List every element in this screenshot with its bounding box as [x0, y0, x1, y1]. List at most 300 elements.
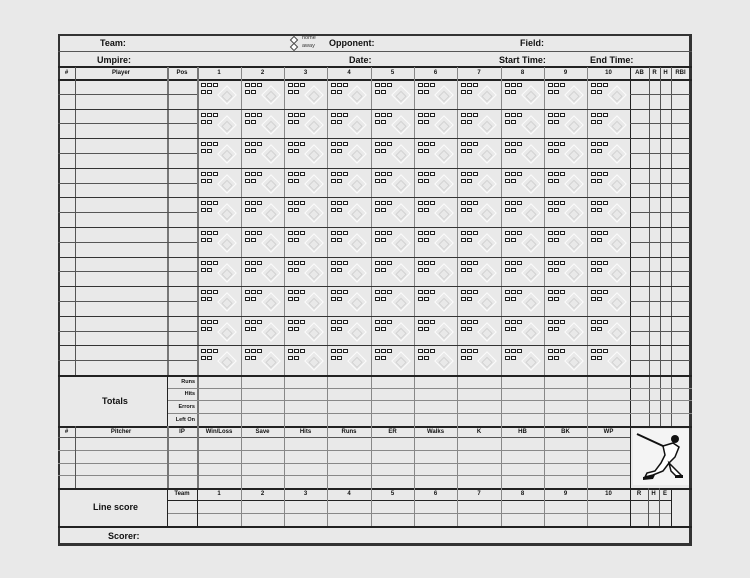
ball-count-boxes[interactable] — [548, 83, 566, 87]
ball-count-boxes[interactable] — [505, 290, 523, 294]
inning-cell[interactable] — [372, 228, 414, 257]
strike-count-boxes[interactable] — [331, 149, 343, 153]
ball-count-boxes[interactable] — [245, 172, 263, 176]
ball-count-boxes[interactable] — [375, 172, 393, 176]
inning-cell[interactable] — [242, 198, 284, 227]
strike-count-boxes[interactable] — [591, 149, 603, 153]
ball-count-boxes[interactable] — [548, 261, 566, 265]
ball-count-boxes[interactable] — [591, 201, 609, 205]
inning-cell[interactable] — [545, 317, 587, 346]
strike-count-boxes[interactable] — [288, 356, 300, 360]
inning-cell[interactable] — [372, 139, 414, 168]
strike-count-boxes[interactable] — [505, 327, 517, 331]
strike-count-boxes[interactable] — [245, 238, 257, 242]
ball-count-boxes[interactable] — [288, 142, 306, 146]
strike-count-boxes[interactable] — [201, 297, 213, 301]
ball-count-boxes[interactable] — [461, 83, 479, 87]
inning-cell[interactable] — [415, 169, 457, 198]
inning-cell[interactable] — [242, 317, 284, 346]
ball-count-boxes[interactable] — [331, 349, 349, 353]
inning-cell[interactable] — [545, 287, 587, 316]
strike-count-boxes[interactable] — [375, 120, 387, 124]
inning-cell[interactable] — [458, 198, 501, 227]
ball-count-boxes[interactable] — [375, 113, 393, 117]
inning-cell[interactable] — [372, 346, 414, 375]
strike-count-boxes[interactable] — [288, 297, 300, 301]
inning-cell[interactable] — [242, 287, 284, 316]
inning-cell[interactable] — [458, 258, 501, 287]
inning-cell[interactable] — [502, 317, 544, 346]
strike-count-boxes[interactable] — [418, 208, 430, 212]
inning-cell[interactable] — [588, 258, 630, 287]
inning-cell[interactable] — [458, 346, 501, 375]
inning-cell[interactable] — [588, 317, 630, 346]
inning-cell[interactable] — [588, 228, 630, 257]
strike-count-boxes[interactable] — [548, 179, 560, 183]
strike-count-boxes[interactable] — [375, 297, 387, 301]
inning-cell[interactable] — [415, 228, 457, 257]
ball-count-boxes[interactable] — [548, 172, 566, 176]
inning-cell[interactable] — [285, 80, 327, 109]
inning-cell[interactable] — [502, 110, 544, 139]
strike-count-boxes[interactable] — [548, 297, 560, 301]
ball-count-boxes[interactable] — [288, 349, 306, 353]
inning-cell[interactable] — [198, 110, 241, 139]
strike-count-boxes[interactable] — [461, 179, 473, 183]
strike-count-boxes[interactable] — [418, 149, 430, 153]
ball-count-boxes[interactable] — [245, 142, 263, 146]
ball-count-boxes[interactable] — [375, 320, 393, 324]
inning-cell[interactable] — [328, 287, 371, 316]
ball-count-boxes[interactable] — [461, 142, 479, 146]
strike-count-boxes[interactable] — [548, 208, 560, 212]
inning-cell[interactable] — [242, 80, 284, 109]
ball-count-boxes[interactable] — [418, 142, 436, 146]
ball-count-boxes[interactable] — [418, 172, 436, 176]
strike-count-boxes[interactable] — [548, 268, 560, 272]
strike-count-boxes[interactable] — [418, 268, 430, 272]
strike-count-boxes[interactable] — [418, 356, 430, 360]
inning-cell[interactable] — [285, 198, 327, 227]
inning-cell[interactable] — [502, 169, 544, 198]
strike-count-boxes[interactable] — [288, 179, 300, 183]
inning-cell[interactable] — [372, 110, 414, 139]
strike-count-boxes[interactable] — [591, 297, 603, 301]
inning-cell[interactable] — [328, 169, 371, 198]
inning-cell[interactable] — [372, 258, 414, 287]
inning-cell[interactable] — [328, 80, 371, 109]
strike-count-boxes[interactable] — [331, 297, 343, 301]
ball-count-boxes[interactable] — [375, 290, 393, 294]
ball-count-boxes[interactable] — [201, 83, 219, 87]
inning-cell[interactable] — [458, 317, 501, 346]
ball-count-boxes[interactable] — [418, 349, 436, 353]
strike-count-boxes[interactable] — [375, 149, 387, 153]
strike-count-boxes[interactable] — [245, 327, 257, 331]
inning-cell[interactable] — [458, 110, 501, 139]
inning-cell[interactable] — [328, 110, 371, 139]
ball-count-boxes[interactable] — [591, 113, 609, 117]
ball-count-boxes[interactable] — [245, 83, 263, 87]
strike-count-boxes[interactable] — [418, 179, 430, 183]
ball-count-boxes[interactable] — [461, 290, 479, 294]
ball-count-boxes[interactable] — [461, 231, 479, 235]
strike-count-boxes[interactable] — [375, 327, 387, 331]
ball-count-boxes[interactable] — [201, 261, 219, 265]
strike-count-boxes[interactable] — [505, 120, 517, 124]
ball-count-boxes[interactable] — [591, 142, 609, 146]
inning-cell[interactable] — [285, 110, 327, 139]
strike-count-boxes[interactable] — [505, 149, 517, 153]
inning-cell[interactable] — [242, 110, 284, 139]
inning-cell[interactable] — [372, 80, 414, 109]
strike-count-boxes[interactable] — [288, 238, 300, 242]
ball-count-boxes[interactable] — [375, 231, 393, 235]
ball-count-boxes[interactable] — [201, 142, 219, 146]
ball-count-boxes[interactable] — [331, 320, 349, 324]
ball-count-boxes[interactable] — [591, 261, 609, 265]
strike-count-boxes[interactable] — [461, 149, 473, 153]
strike-count-boxes[interactable] — [461, 356, 473, 360]
inning-cell[interactable] — [545, 80, 587, 109]
strike-count-boxes[interactable] — [591, 179, 603, 183]
ball-count-boxes[interactable] — [548, 231, 566, 235]
inning-cell[interactable] — [285, 169, 327, 198]
ball-count-boxes[interactable] — [591, 320, 609, 324]
ball-count-boxes[interactable] — [505, 83, 523, 87]
ball-count-boxes[interactable] — [461, 349, 479, 353]
strike-count-boxes[interactable] — [461, 297, 473, 301]
strike-count-boxes[interactable] — [375, 268, 387, 272]
strike-count-boxes[interactable] — [548, 90, 560, 94]
inning-cell[interactable] — [372, 317, 414, 346]
inning-cell[interactable] — [198, 139, 241, 168]
strike-count-boxes[interactable] — [505, 297, 517, 301]
strike-count-boxes[interactable] — [461, 268, 473, 272]
inning-cell[interactable] — [415, 346, 457, 375]
ball-count-boxes[interactable] — [418, 231, 436, 235]
inning-cell[interactable] — [588, 198, 630, 227]
strike-count-boxes[interactable] — [505, 238, 517, 242]
ball-count-boxes[interactable] — [418, 113, 436, 117]
ball-count-boxes[interactable] — [505, 172, 523, 176]
strike-count-boxes[interactable] — [591, 208, 603, 212]
ball-count-boxes[interactable] — [288, 172, 306, 176]
ball-count-boxes[interactable] — [375, 261, 393, 265]
inning-cell[interactable] — [458, 80, 501, 109]
strike-count-boxes[interactable] — [591, 90, 603, 94]
strike-count-boxes[interactable] — [245, 179, 257, 183]
strike-count-boxes[interactable] — [418, 238, 430, 242]
strike-count-boxes[interactable] — [331, 179, 343, 183]
ball-count-boxes[interactable] — [591, 290, 609, 294]
inning-cell[interactable] — [242, 139, 284, 168]
ball-count-boxes[interactable] — [288, 231, 306, 235]
strike-count-boxes[interactable] — [201, 208, 213, 212]
strike-count-boxes[interactable] — [331, 268, 343, 272]
strike-count-boxes[interactable] — [548, 120, 560, 124]
ball-count-boxes[interactable] — [548, 320, 566, 324]
ball-count-boxes[interactable] — [201, 172, 219, 176]
ball-count-boxes[interactable] — [375, 201, 393, 205]
inning-cell[interactable] — [545, 346, 587, 375]
inning-cell[interactable] — [328, 198, 371, 227]
strike-count-boxes[interactable] — [505, 90, 517, 94]
inning-cell[interactable] — [285, 317, 327, 346]
ball-count-boxes[interactable] — [461, 320, 479, 324]
ball-count-boxes[interactable] — [288, 113, 306, 117]
ball-count-boxes[interactable] — [375, 83, 393, 87]
inning-cell[interactable] — [588, 346, 630, 375]
ball-count-boxes[interactable] — [461, 172, 479, 176]
inning-cell[interactable] — [502, 346, 544, 375]
strike-count-boxes[interactable] — [288, 208, 300, 212]
inning-cell[interactable] — [198, 169, 241, 198]
strike-count-boxes[interactable] — [201, 179, 213, 183]
strike-count-boxes[interactable] — [505, 179, 517, 183]
ball-count-boxes[interactable] — [245, 320, 263, 324]
strike-count-boxes[interactable] — [591, 238, 603, 242]
strike-count-boxes[interactable] — [201, 327, 213, 331]
ball-count-boxes[interactable] — [375, 349, 393, 353]
inning-cell[interactable] — [328, 346, 371, 375]
strike-count-boxes[interactable] — [375, 356, 387, 360]
strike-count-boxes[interactable] — [288, 90, 300, 94]
ball-count-boxes[interactable] — [331, 83, 349, 87]
ball-count-boxes[interactable] — [548, 142, 566, 146]
inning-cell[interactable] — [372, 287, 414, 316]
strike-count-boxes[interactable] — [591, 327, 603, 331]
inning-cell[interactable] — [545, 169, 587, 198]
ball-count-boxes[interactable] — [548, 290, 566, 294]
ball-count-boxes[interactable] — [288, 290, 306, 294]
strike-count-boxes[interactable] — [288, 149, 300, 153]
ball-count-boxes[interactable] — [288, 201, 306, 205]
inning-cell[interactable] — [502, 258, 544, 287]
strike-count-boxes[interactable] — [201, 149, 213, 153]
inning-cell[interactable] — [588, 287, 630, 316]
ball-count-boxes[interactable] — [505, 142, 523, 146]
strike-count-boxes[interactable] — [548, 356, 560, 360]
inning-cell[interactable] — [328, 228, 371, 257]
inning-cell[interactable] — [588, 80, 630, 109]
strike-count-boxes[interactable] — [418, 327, 430, 331]
strike-count-boxes[interactable] — [548, 149, 560, 153]
inning-cell[interactable] — [502, 80, 544, 109]
inning-cell[interactable] — [502, 139, 544, 168]
ball-count-boxes[interactable] — [505, 231, 523, 235]
strike-count-boxes[interactable] — [331, 356, 343, 360]
inning-cell[interactable] — [285, 287, 327, 316]
ball-count-boxes[interactable] — [461, 261, 479, 265]
ball-count-boxes[interactable] — [331, 113, 349, 117]
inning-cell[interactable] — [372, 169, 414, 198]
ball-count-boxes[interactable] — [591, 349, 609, 353]
strike-count-boxes[interactable] — [245, 149, 257, 153]
ball-count-boxes[interactable] — [331, 201, 349, 205]
inning-cell[interactable] — [198, 198, 241, 227]
inning-cell[interactable] — [415, 80, 457, 109]
inning-cell[interactable] — [458, 287, 501, 316]
strike-count-boxes[interactable] — [461, 120, 473, 124]
ball-count-boxes[interactable] — [505, 261, 523, 265]
ball-count-boxes[interactable] — [201, 349, 219, 353]
inning-cell[interactable] — [242, 258, 284, 287]
strike-count-boxes[interactable] — [461, 90, 473, 94]
ball-count-boxes[interactable] — [591, 83, 609, 87]
strike-count-boxes[interactable] — [331, 208, 343, 212]
strike-count-boxes[interactable] — [245, 90, 257, 94]
ball-count-boxes[interactable] — [331, 142, 349, 146]
inning-cell[interactable] — [588, 139, 630, 168]
inning-cell[interactable] — [415, 198, 457, 227]
ball-count-boxes[interactable] — [375, 142, 393, 146]
inning-cell[interactable] — [415, 287, 457, 316]
ball-count-boxes[interactable] — [245, 201, 263, 205]
strike-count-boxes[interactable] — [418, 120, 430, 124]
strike-count-boxes[interactable] — [331, 120, 343, 124]
ball-count-boxes[interactable] — [505, 320, 523, 324]
ball-count-boxes[interactable] — [548, 113, 566, 117]
inning-cell[interactable] — [372, 198, 414, 227]
inning-cell[interactable] — [545, 198, 587, 227]
inning-cell[interactable] — [328, 139, 371, 168]
inning-cell[interactable] — [415, 258, 457, 287]
ball-count-boxes[interactable] — [418, 201, 436, 205]
strike-count-boxes[interactable] — [461, 327, 473, 331]
strike-count-boxes[interactable] — [331, 90, 343, 94]
ball-count-boxes[interactable] — [331, 290, 349, 294]
strike-count-boxes[interactable] — [288, 268, 300, 272]
strike-count-boxes[interactable] — [548, 238, 560, 242]
inning-cell[interactable] — [328, 317, 371, 346]
ball-count-boxes[interactable] — [331, 172, 349, 176]
ball-count-boxes[interactable] — [461, 113, 479, 117]
ball-count-boxes[interactable] — [245, 113, 263, 117]
ball-count-boxes[interactable] — [591, 231, 609, 235]
inning-cell[interactable] — [545, 228, 587, 257]
inning-cell[interactable] — [285, 139, 327, 168]
inning-cell[interactable] — [198, 228, 241, 257]
inning-cell[interactable] — [415, 139, 457, 168]
inning-cell[interactable] — [242, 169, 284, 198]
ball-count-boxes[interactable] — [201, 201, 219, 205]
inning-cell[interactable] — [458, 139, 501, 168]
ball-count-boxes[interactable] — [505, 349, 523, 353]
ball-count-boxes[interactable] — [331, 231, 349, 235]
ball-count-boxes[interactable] — [461, 201, 479, 205]
inning-cell[interactable] — [415, 110, 457, 139]
ball-count-boxes[interactable] — [201, 290, 219, 294]
inning-cell[interactable] — [415, 317, 457, 346]
inning-cell[interactable] — [458, 228, 501, 257]
inning-cell[interactable] — [545, 139, 587, 168]
ball-count-boxes[interactable] — [505, 113, 523, 117]
strike-count-boxes[interactable] — [201, 356, 213, 360]
ball-count-boxes[interactable] — [245, 231, 263, 235]
strike-count-boxes[interactable] — [201, 90, 213, 94]
inning-cell[interactable] — [285, 228, 327, 257]
strike-count-boxes[interactable] — [331, 327, 343, 331]
inning-cell[interactable] — [285, 258, 327, 287]
strike-count-boxes[interactable] — [288, 327, 300, 331]
strike-count-boxes[interactable] — [201, 268, 213, 272]
ball-count-boxes[interactable] — [288, 83, 306, 87]
inning-cell[interactable] — [328, 258, 371, 287]
ball-count-boxes[interactable] — [548, 349, 566, 353]
ball-count-boxes[interactable] — [288, 261, 306, 265]
strike-count-boxes[interactable] — [245, 208, 257, 212]
ball-count-boxes[interactable] — [418, 320, 436, 324]
inning-cell[interactable] — [198, 258, 241, 287]
inning-cell[interactable] — [242, 346, 284, 375]
strike-count-boxes[interactable] — [375, 208, 387, 212]
ball-count-boxes[interactable] — [245, 290, 263, 294]
inning-cell[interactable] — [242, 228, 284, 257]
strike-count-boxes[interactable] — [375, 238, 387, 242]
strike-count-boxes[interactable] — [505, 268, 517, 272]
strike-count-boxes[interactable] — [331, 238, 343, 242]
ball-count-boxes[interactable] — [591, 172, 609, 176]
ball-count-boxes[interactable] — [418, 290, 436, 294]
strike-count-boxes[interactable] — [245, 120, 257, 124]
inning-cell[interactable] — [198, 317, 241, 346]
strike-count-boxes[interactable] — [245, 356, 257, 360]
inning-cell[interactable] — [502, 228, 544, 257]
inning-cell[interactable] — [588, 169, 630, 198]
ball-count-boxes[interactable] — [245, 349, 263, 353]
strike-count-boxes[interactable] — [201, 120, 213, 124]
ball-count-boxes[interactable] — [201, 231, 219, 235]
inning-cell[interactable] — [198, 287, 241, 316]
strike-count-boxes[interactable] — [591, 356, 603, 360]
ball-count-boxes[interactable] — [505, 201, 523, 205]
ball-count-boxes[interactable] — [418, 261, 436, 265]
strike-count-boxes[interactable] — [505, 356, 517, 360]
strike-count-boxes[interactable] — [418, 297, 430, 301]
ball-count-boxes[interactable] — [418, 83, 436, 87]
inning-cell[interactable] — [502, 287, 544, 316]
inning-cell[interactable] — [545, 258, 587, 287]
ball-count-boxes[interactable] — [548, 201, 566, 205]
strike-count-boxes[interactable] — [591, 268, 603, 272]
strike-count-boxes[interactable] — [201, 238, 213, 242]
inning-cell[interactable] — [588, 110, 630, 139]
ball-count-boxes[interactable] — [331, 261, 349, 265]
strike-count-boxes[interactable] — [375, 179, 387, 183]
strike-count-boxes[interactable] — [461, 208, 473, 212]
ball-count-boxes[interactable] — [288, 320, 306, 324]
strike-count-boxes[interactable] — [591, 120, 603, 124]
inning-cell[interactable] — [285, 346, 327, 375]
inning-cell[interactable] — [545, 110, 587, 139]
strike-count-boxes[interactable] — [548, 327, 560, 331]
strike-count-boxes[interactable] — [375, 90, 387, 94]
inning-cell[interactable] — [198, 346, 241, 375]
strike-count-boxes[interactable] — [245, 297, 257, 301]
inning-cell[interactable] — [198, 80, 241, 109]
ball-count-boxes[interactable] — [201, 320, 219, 324]
strike-count-boxes[interactable] — [505, 208, 517, 212]
strike-count-boxes[interactable] — [245, 268, 257, 272]
ball-count-boxes[interactable] — [245, 261, 263, 265]
strike-count-boxes[interactable] — [418, 90, 430, 94]
inning-cell[interactable] — [502, 198, 544, 227]
strike-count-boxes[interactable] — [288, 120, 300, 124]
ball-count-boxes[interactable] — [201, 113, 219, 117]
inning-cell[interactable] — [458, 169, 501, 198]
strike-count-boxes[interactable] — [461, 238, 473, 242]
